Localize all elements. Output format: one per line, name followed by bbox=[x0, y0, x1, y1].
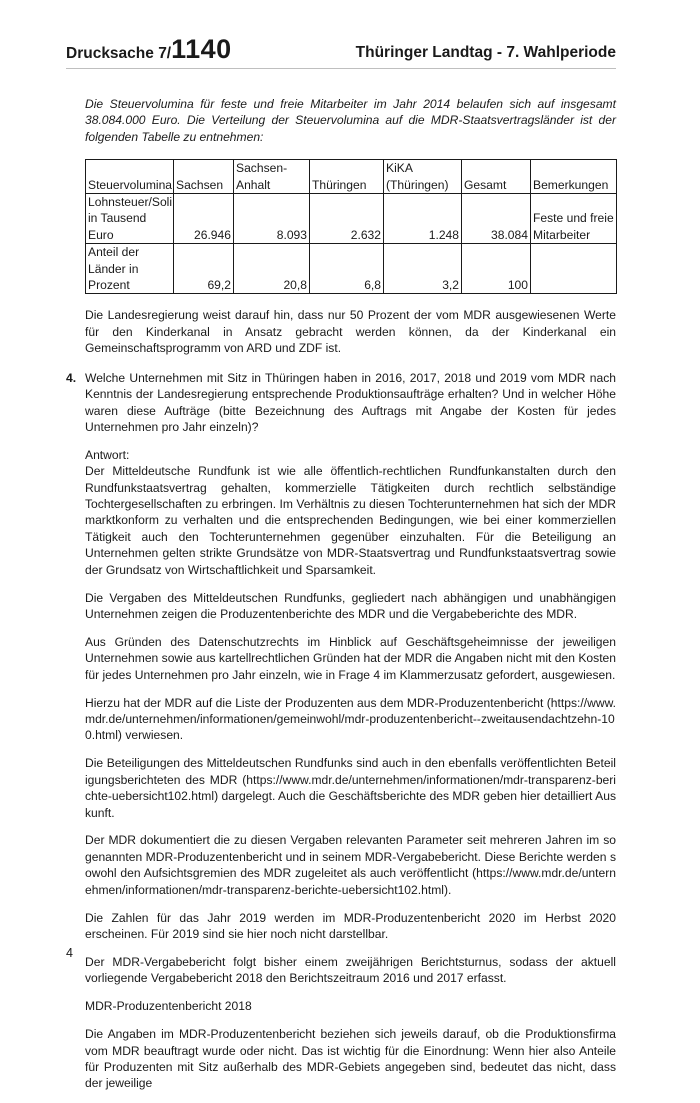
table-header-cell: KiKA (Thüringen) bbox=[384, 160, 462, 194]
answer-paragraph: Die Vergaben des Mitteldeutschen Rundfunks, gegliedert nach abhängigen und unabhängigen Unternehmen zeigen die Produzentenberichte des MDR und die Vergabeberichte des MDR. bbox=[85, 590, 616, 621]
answer-paragraph: Der MDR dokumentiert die zu diesen Vergaben relevanten Parameter seit mehreren Jahren im so genannten MDR-Produzentenbericht und in seinem MDR-Vergabebericht. Diese Berichte werden sowohl den Aufsichtsgremien des MDR zugeleitet als auch veröffentlicht (https://www.mdr.de/unternehmen/informationen/mdr-transparenz-berichte-uebersicht102.html). bbox=[85, 833, 616, 897]
table-cell: 6,8 bbox=[310, 244, 384, 294]
document-label: Drucksache 7/ bbox=[66, 45, 172, 62]
table-cell bbox=[531, 244, 617, 294]
question-number: 4. bbox=[66, 370, 77, 385]
table-cell: 69,2 bbox=[174, 244, 234, 294]
answer-paragraph: Hierzu hat der MDR auf die Liste der Produzenten aus dem MDR-Produzentenbericht (https://www.mdr.de/unternehmen/informationen/gemeinwohl/mdr-produzentenbericht--zweitausendachtzehn-100.html) verwiesen. bbox=[85, 695, 616, 743]
table-header-cell: Sachsen-Anhalt bbox=[234, 160, 310, 194]
document-number: 1140 bbox=[171, 34, 232, 64]
parliament-title: Thüringer Landtag - 7. Wahlperiode bbox=[355, 44, 616, 61]
page-number: 4 bbox=[66, 946, 73, 960]
answer-paragraph: Der MDR-Vergabebericht folgt bisher einem zweijährigen Berichtsturnus, sodass der aktuell vorliegende Vergabebericht 2018 den Berichtszeitraum 2016 und 2017 erfasst. bbox=[85, 954, 616, 986]
table-cell: 100 bbox=[462, 244, 531, 294]
table-header-cell: Sachsen bbox=[174, 160, 234, 194]
table-header-cell: Thüringen bbox=[310, 160, 384, 194]
table-cell: Feste und freie Mitarbeiter bbox=[531, 194, 617, 244]
document-reference bbox=[66, 36, 232, 63]
table-cell: 38.084 bbox=[462, 194, 531, 244]
answer-paragraph: Die Zahlen für das Jahr 2019 werden im MDR-Produzentenbericht 2020 im Herbst 2020 erscheinen. Für 2019 sind sie hier noch nicht darstellbar. bbox=[85, 910, 616, 941]
table-row bbox=[86, 244, 617, 294]
answer-text: Der Mitteldeutsche Rundfunk ist wie alle öffentlich-rechtlichen Rundfunkanstalten durch den Rundfunkstaatsvertrag gehalten, kommerzielle Tätigkeiten durch rechtlich selbständige Tochtergesellschaften zu erbringen. Im Verhältnis zu diesen Tochterunternehmen hat sich der MDR marktkonform zu verhalten und die entsprechenden Bedingungen, wie bei einer kommerziellen Tätigkeit auch den Tochterunternehmen gegenüber einzuhalten. Für die Beteiligung an Unternehmen gelten strikte Grundsätze von MDR-Staatsvertrag und Rundfunkstaatsvertrag sowie der Grundsatz von Wirtschaftlichkeit und Sparsamkeit. bbox=[85, 464, 616, 577]
table-cell: 26.946 bbox=[174, 194, 234, 244]
table-cell: 2.632 bbox=[310, 194, 384, 244]
question-block bbox=[66, 370, 616, 436]
answer-paragraph: Die Angaben im MDR-Produzentenbericht beziehen sich jeweils darauf, ob die Produktionsfirma vom MDR beauftragt wurde oder nicht. Das ist wichtig für die Einordnung: Wenn hier also Anteile für Produzenten mit Sitz außerhalb des MDR-Gebiets angegeben sind, bedeutet das nicht, dass der jeweilige bbox=[85, 1027, 616, 1091]
answer-paragraph bbox=[85, 447, 616, 578]
table-header-cell: Bemerkungen bbox=[531, 160, 617, 194]
answer-label: Antwort: bbox=[85, 447, 130, 462]
table-cell: 8.093 bbox=[234, 194, 310, 244]
table-cell: 20,8 bbox=[234, 244, 310, 294]
intro-paragraph: Die Steuervolumina für feste und freie Mitarbeiter im Jahr 2014 belaufen sich auf insgesamt 38.084.000 Euro. Die Verteilung der Steuervolumina auf die MDR-Staatsvertragsländer ist der folgenden Tabelle zu entnehmen: bbox=[85, 97, 616, 144]
table-row bbox=[86, 194, 617, 244]
question-text: Welche Unternehmen mit Sitz in Thüringen haben in 2016, 2017, 2018 und 2019 vom MDR nach Kenntnis der Landesregierung entsprechende Produktionsaufträge erhalten? Und in welcher Höhe waren diese Aufträge (bitte Bezeichnung des Auftrags mit Angabe der Kosten für jedes Unternehmen pro Jahr einzeln)? bbox=[85, 370, 616, 434]
section-subheading: MDR-Produzentenbericht 2018 bbox=[85, 999, 252, 1014]
table-header-cell: Gesamt bbox=[462, 160, 531, 194]
table-header-row bbox=[86, 160, 617, 194]
table-cell: 1.248 bbox=[384, 194, 462, 244]
government-note-paragraph: Die Landesregierung weist darauf hin, dass nur 50 Prozent der vom MDR ausgewiesenen Werte für den Kinderkanal in Ansatz gebracht werden können, da der Kinderkanal ein Gemeinschaftsprogramm von ARD und ZDF ist. bbox=[85, 308, 616, 356]
table-cell: Anteil der Länder in Prozent bbox=[86, 244, 174, 294]
tax-volume-table bbox=[85, 159, 617, 294]
table-header-cell: Steuervolumina bbox=[86, 160, 174, 194]
page-header bbox=[66, 34, 616, 69]
answer-paragraph: Die Beteiligungen des Mitteldeutschen Rundfunks sind auch in den ebenfalls veröffentlichten Beteiligungsberichteten des MDR (https://www.mdr.de/unternehmen/informationen/mdr-transparenz-berichte-uebersicht102.html) dargelegt. Auch die Geschäftsberichte des MDR geben hier detailliert Auskunft. bbox=[85, 756, 616, 820]
table-cell: 3,2 bbox=[384, 244, 462, 294]
answer-paragraph: Aus Gründen des Datenschutzrechts im Hinblick auf Geschäftsgeheimnisse der jeweiligen Unternehmen sowie aus kartellrechtlichen Gründen hat der MDR die Angaben nicht mit den Kosten für jedes Unternehmen pro Jahr einzeln, wie in Frage 4 im Klammerzusatz gefordert, ausgewiesen. bbox=[85, 634, 616, 682]
document-body bbox=[66, 96, 616, 1103]
table-cell: Lohnsteuer/Soli in Tausend Euro bbox=[86, 194, 174, 244]
